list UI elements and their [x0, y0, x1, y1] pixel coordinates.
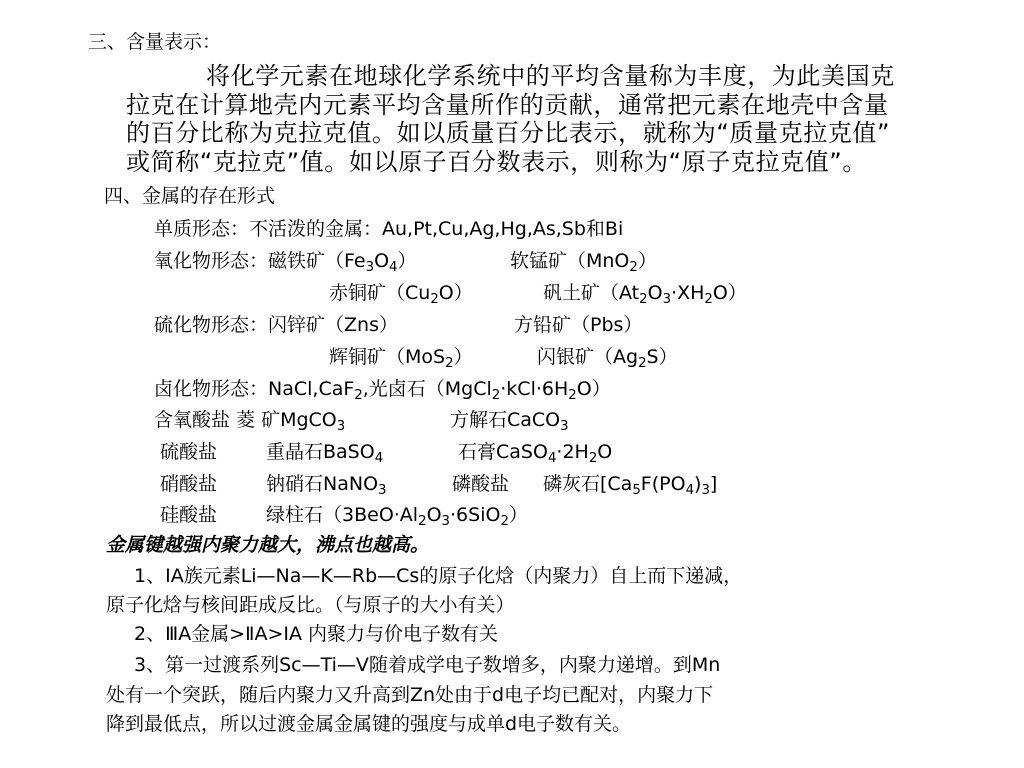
section-3-line-3: 的百分比称为克拉克值。如以质量百分比表示，就称为“质量克拉克值”: [126, 119, 891, 147]
niter-formula: 钠硝石NaNO$_3$: [266, 473, 387, 498]
galena-formula: 方铅矿（Pbs）: [514, 314, 643, 336]
section-3-title: 三、含量表示：: [88, 31, 222, 53]
silicate-label: 硅酸盐: [160, 504, 218, 526]
bauxite-formula: 矾土矿$(At_2O_3\cdot XH_2O)$: [543, 282, 747, 307]
section-4-title: 四、金属的存在形式: [104, 185, 276, 207]
bonding-heading: 金属键越强内聚力越大，沸点也越高。: [106, 534, 430, 556]
calcite-formula: 方解石CaCO$_3$: [450, 409, 569, 434]
bonding-p3-line-1: 3、第一过渡系列Sc—Ti—V随着成学电子数增多，内聚力递增。到Mn: [134, 654, 721, 676]
bonding-p1-line-1: 1、IA族元素Li—Na—K—Rb—Cs的原子化焓（内聚力）自上而下递减，: [134, 565, 743, 587]
sulfide-label: 硫化物形态：: [154, 314, 269, 336]
bonding-p3-line-2: 处有一个突跃，随后内聚力又升高到Zn处由于d电子均已配对，内聚力下: [106, 684, 714, 706]
magnetite-formula: 磁铁矿$(Fe_3O_4)$: [268, 250, 417, 275]
pyrolusite-formula: 软锰矿（MnO$_2$）: [510, 250, 657, 275]
sulfate-label: 硫酸盐: [160, 441, 218, 463]
section-3-line-2: 拉克在计算地壳内元素平均含量所作的贡献，通常把元素在地壳中含量: [126, 91, 889, 119]
cuprite-formula: 赤铜矿$(Cu_2O)$: [329, 282, 473, 307]
argentite-formula: 闪银矿$(Ag_2S)$: [537, 346, 678, 371]
molybdenite-formula: 辉铜矿（MoS$_2$）: [329, 346, 473, 371]
section-3-line-1: 将化学元素在地球化学系统中的平均含量称为丰度，为此美国克: [206, 62, 895, 90]
oxide-row-1: [154, 246, 417, 273]
section-3-line-4: 或简称“克拉克”值。如以原子百分数表示，则称为“原子克拉克值”。: [126, 148, 867, 176]
apatite-formula: 磷灰石$[Ca_5F(PO_4)_3]$: [543, 473, 718, 498]
nitrate-label: 硝酸盐: [160, 473, 218, 495]
sphalerite-formula: 闪锌矿（Zns）: [268, 314, 398, 336]
oxysalt-line: 含氧酸盐 菱 矿MgCO$_3$: [154, 409, 346, 434]
sulfide-row-1: [154, 310, 398, 337]
native-form-line: 单质形态：不活泼的金属：Au,Pt,Cu,Ag,Hg,As,Sb和Bi: [154, 218, 624, 240]
bonding-p1-line-2: 原子化焓与核间距成反比。（与原子的大小有关）: [106, 594, 515, 616]
bonding-p3-line-3: 降到最低点，所以过渡金属金属键的强度与成单d电子数有关。: [106, 713, 632, 735]
barite-formula: 重晶石BaSO$_4$: [266, 441, 384, 466]
oxide-label: 氧化物形态：: [154, 250, 269, 272]
beryl-formula: 绿柱石$(3BeO\cdot Al_2O_3\cdot 6SiO_2)$: [266, 504, 528, 529]
phosphate-label: 磷酸盐: [452, 473, 510, 495]
bonding-p2: 2、ⅢA金属>ⅡA>ⅠA 内聚力与价电子数有关: [134, 623, 499, 645]
gypsum-formula: 石膏$CaSO_4\cdot 2H_2O$: [458, 441, 613, 466]
halide-line: 卤化物形态：NaCl,CaF$_2$,光卤石$(MgCl_2\cdot kCl\cdot 6H_2O)$: [154, 378, 611, 403]
